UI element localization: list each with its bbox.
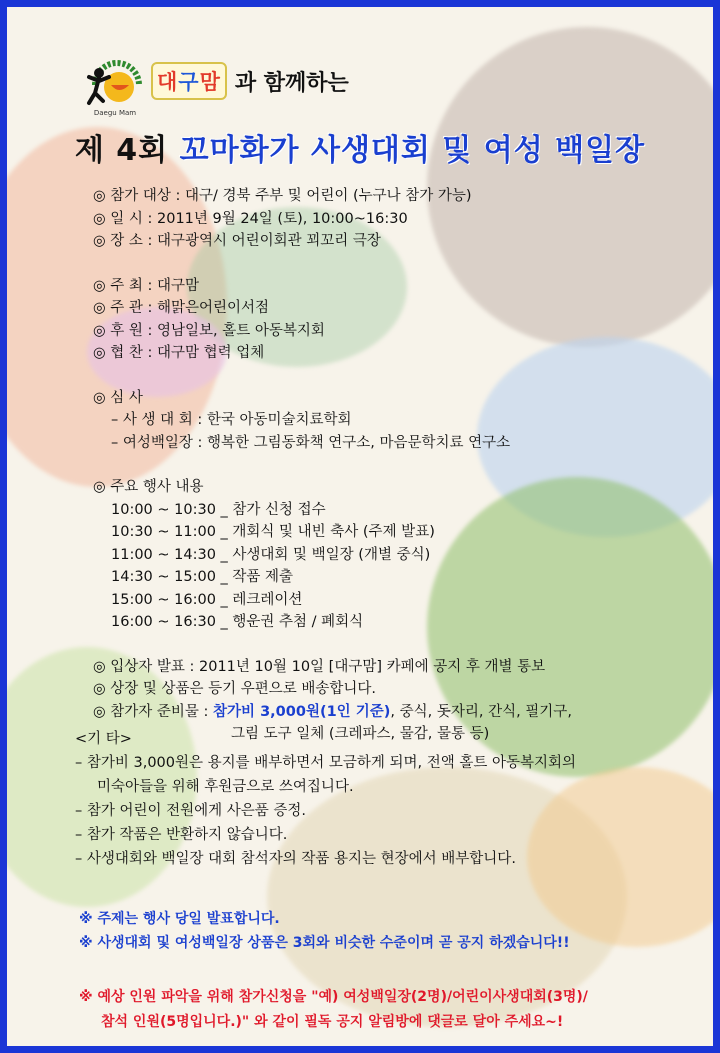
- notes-section: [79, 907, 693, 955]
- brand-tagline: 과 함께하는: [234, 70, 349, 96]
- info-line: ◎ 일 시 : 2011년 9월 24일 (토), 10:00~16:30: [93, 210, 408, 227]
- judge-item: – 여성백일장 : 행복한 그림동화책 연구소, 마음문학치료 연구소: [111, 434, 511, 451]
- org-line: ◎ 주 최 : 대구맘: [93, 277, 200, 294]
- notice-line: ※ 예상 인원 파악을 위해 참가신청을 "예) 여성백일장(2명)/어린이사생대회(3명)/: [79, 989, 588, 1005]
- etc-item: 미숙아들을 위해 후원금으로 쓰여집니다.: [97, 779, 354, 795]
- schedule-item: 15:00 ~ 16:00 _ 레크레이션: [111, 591, 303, 608]
- brand-char: 대: [157, 70, 179, 94]
- schedule-item: 10:00 ~ 10:30 _ 참가 신청 접수: [111, 501, 326, 518]
- note-line: ※ 사생대회 및 여성백일장 상품은 3회와 비슷한 수준이며 곧 공지 하겠습니다!!: [79, 935, 570, 951]
- brand-char: 맘: [199, 70, 221, 94]
- brand-header: [85, 53, 349, 117]
- brand-name-box: [151, 62, 227, 100]
- info-line: ◎ 참가 대상 : 대구/ 경북 주부 및 어린이 (누구나 참가 가능): [93, 188, 472, 204]
- org-line: ◎ 후 원 : 영남일보, 홀트 아동복지회: [93, 322, 325, 339]
- judge-item: – 사 생 대 회 : 한국 아동미술치료학회: [111, 412, 352, 428]
- registration-notice: [79, 985, 693, 1035]
- org-line: ◎ 주 관 : 해맑은어린이서점: [93, 300, 270, 316]
- title-main: 꼬마화가 사생대회 및 여성 백일장: [179, 133, 646, 168]
- logo-caption: Daegu Mam: [93, 109, 137, 117]
- prep-line: [93, 701, 673, 724]
- brand-name: [151, 62, 349, 100]
- announce-line: ◎ 입상자 발표 : 2011년 10월 10일 [대구맘] 카페에 공지 후 개별 통보: [93, 658, 546, 675]
- prep-rest: , 중식, 돗자리, 간식, 필기구,: [390, 703, 572, 720]
- etc-item: – 사생대회와 백일장 대회 참석자의 작품 용지는 현장에서 배부합니다.: [75, 851, 516, 867]
- notice-line: 참석 인원(5명입니다.)" 와 같이 필독 공지 알림방에 댓글로 달아 주세요~!: [101, 1014, 564, 1030]
- prep-line-2: 그림 도구 일체 (크레파스, 물감, 물통 등): [231, 726, 490, 742]
- etc-item: – 참가 어린이 전원에게 사은품 증정.: [75, 803, 307, 819]
- prep-label: ◎ 참가자 준비물 :: [93, 703, 214, 720]
- prize-line: ◎ 상장 및 상품은 등기 우편으로 배송합니다.: [93, 681, 377, 697]
- etc-section: [75, 727, 689, 871]
- brand-char: 구: [178, 70, 200, 94]
- info-line: ◎ 장 소 : 대구광역시 어린이회관 꾀꼬리 극장: [93, 233, 381, 249]
- org-line: ◎ 협 찬 : 대구맘 협력 업체: [93, 345, 265, 361]
- etc-item: – 참가 작품은 반환하지 않습니다.: [75, 827, 288, 843]
- prep-fee: 참가비 3,000원(1인 기준): [213, 703, 391, 720]
- schedule-item: 16:00 ~ 16:30 _ 행운권 추첨 / 폐회식: [111, 614, 364, 630]
- etc-heading: <기 타>: [75, 731, 132, 747]
- logo-icon: [85, 55, 143, 107]
- title-prefix: 제 4회: [74, 133, 169, 168]
- schedule-item: 14:30 ~ 15:00 _ 작품 제출: [111, 569, 294, 585]
- event-details: [93, 185, 673, 746]
- etc-item: – 참가비 3,000원은 용지를 배부하면서 모금하게 되며, 전액 홀트 아동복지회의: [75, 755, 577, 771]
- schedule-heading: ◎ 주요 행사 내용: [93, 479, 204, 495]
- schedule-item: 11:00 ~ 14:30 _ 사생대회 및 백일장 (개별 중식): [111, 546, 431, 563]
- note-line: ※ 주제는 행사 당일 발표합니다.: [79, 911, 280, 927]
- schedule-item: 10:30 ~ 11:00 _ 개회식 및 내빈 축사 (주제 발표): [111, 524, 435, 540]
- poster-title: [7, 125, 713, 169]
- poster-content: [7, 7, 713, 1046]
- judge-heading: ◎ 심 사: [93, 389, 143, 406]
- daegu-mam-logo: [85, 55, 143, 117]
